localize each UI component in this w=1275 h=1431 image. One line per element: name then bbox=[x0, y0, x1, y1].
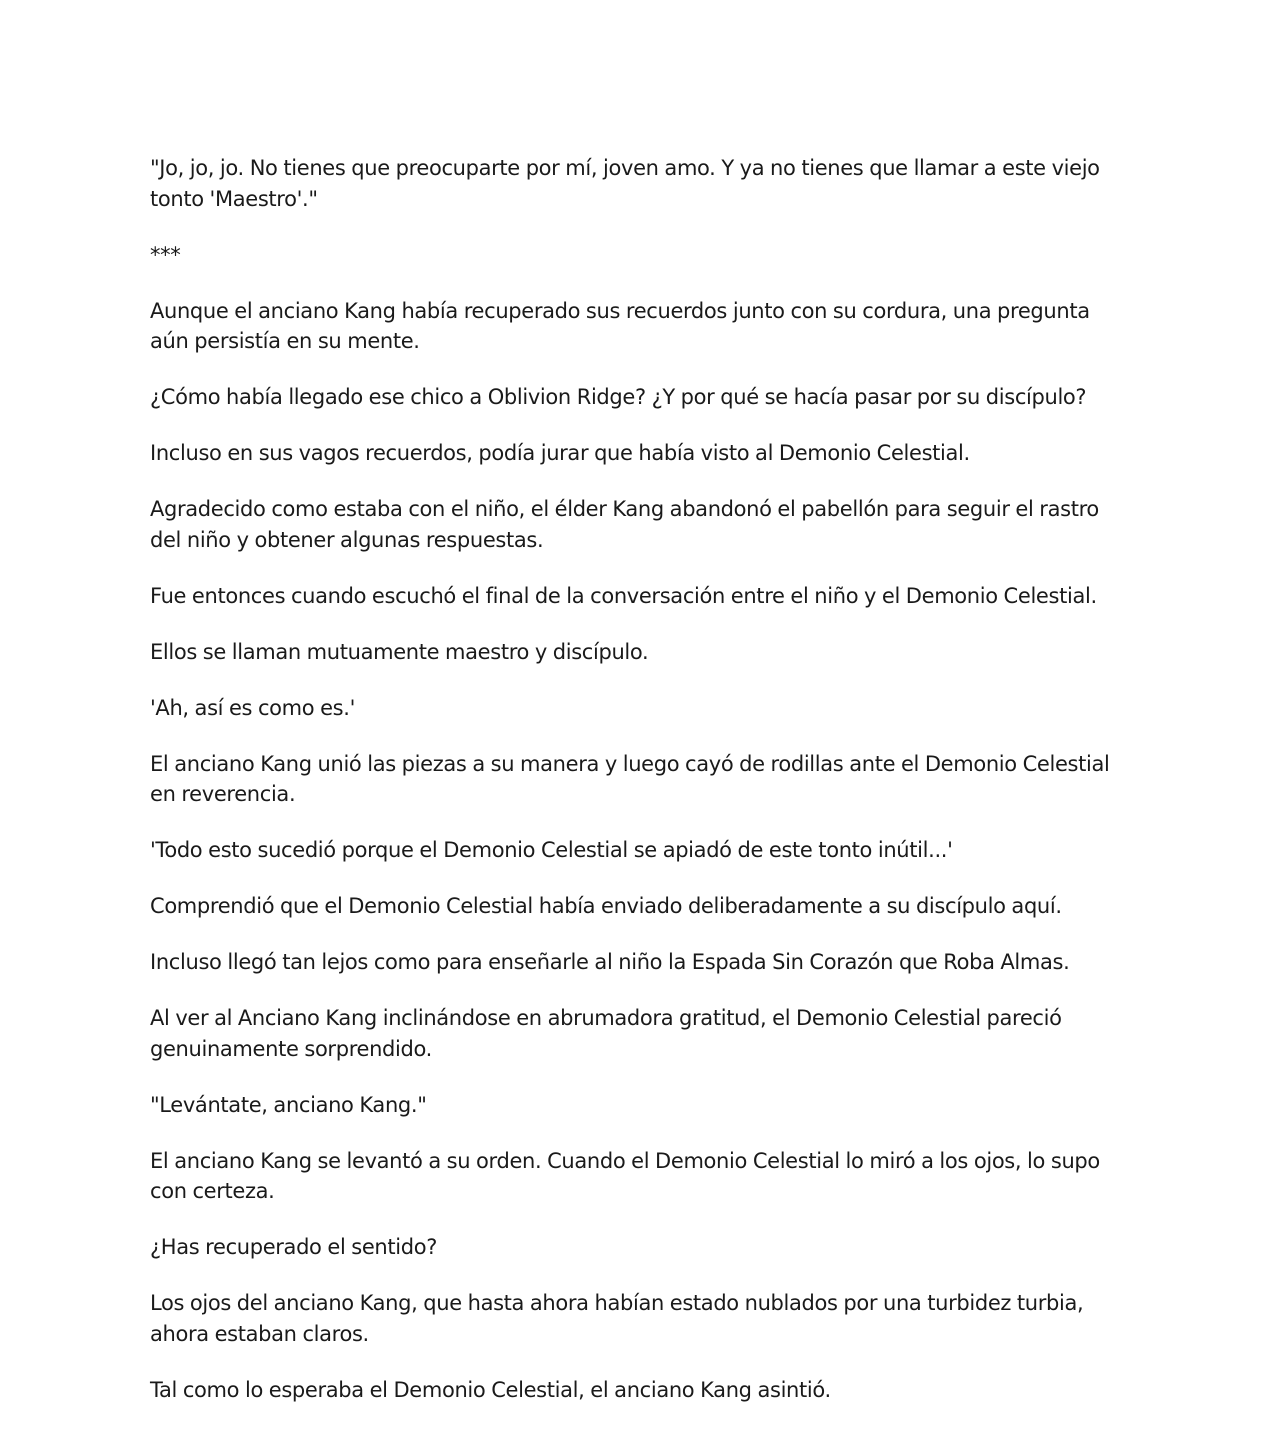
paragraph: Agradecido como estaba con el niño, el élder Kang abandonó el pabellón para seguir el rastro del niño y obtener algunas respuestas. bbox=[150, 497, 1099, 552]
paragraph: "Levántate, anciano Kang." bbox=[150, 1092, 427, 1117]
paragraph: 'Todo esto sucedió porque el Demonio Celestial se apiadó de este tonto inútil...' bbox=[150, 838, 953, 862]
paragraph: "Jo, jo, jo. No tienes que preocuparte por mí, joven amo. Y ya no tienes que llamar a este viejo tonto 'Maestro'." bbox=[150, 156, 1100, 211]
paragraph: El anciano Kang se levantó a su orden. Cuando el Demonio Celestial lo miró a los ojos, lo supo con certeza. bbox=[150, 1148, 1100, 1203]
paragraph: 'Ah, así es como es.' bbox=[150, 695, 355, 720]
document-body bbox=[150, 153, 1125, 1431]
paragraph: ¿Cómo había llegado ese chico a Oblivion Ridge? ¿Y por qué se hacía pasar por su discípulo? bbox=[150, 385, 1087, 409]
paragraph: Al ver al Anciano Kang inclinándose en abrumadora gratitud, el Demonio Celestial pareció genuinamente sorprendido. bbox=[150, 1006, 1062, 1061]
paragraph: Fue entonces cuando escuchó el final de la conversación entre el niño y el Demonio Celestial. bbox=[150, 583, 1097, 608]
section-break: *** bbox=[150, 242, 181, 267]
paragraph: El anciano Kang unió las piezas a su manera y luego cayó de rodillas ante el Demonio Celestial en reverencia. bbox=[150, 751, 1110, 806]
paragraph: Tal como lo esperaba el Demonio Celestial, el anciano Kang asintió. bbox=[150, 1377, 831, 1402]
paragraph: Los ojos del anciano Kang, que hasta ahora habían estado nublados por una turbidez turbia, ahora estaban claros. bbox=[150, 1291, 1084, 1346]
paragraph: ¿Has recuperado el sentido? bbox=[150, 1235, 438, 1259]
paragraph: Incluso llegó tan lejos como para enseñarle al niño la Espada Sin Corazón que Roba Almas. bbox=[150, 950, 1070, 974]
paragraph: Ellos se llaman mutuamente maestro y discípulo. bbox=[150, 639, 649, 664]
paragraph: Aunque el anciano Kang había recuperado sus recuerdos junto con su cordura, una pregunta aún persistía en su mente. bbox=[150, 298, 1090, 353]
paragraph: Comprendió que el Demonio Celestial había enviado deliberadamente a su discípulo aquí. bbox=[150, 894, 1062, 918]
paragraph: Incluso en sus vagos recuerdos, podía jurar que había visto al Demonio Celestial. bbox=[150, 441, 970, 465]
